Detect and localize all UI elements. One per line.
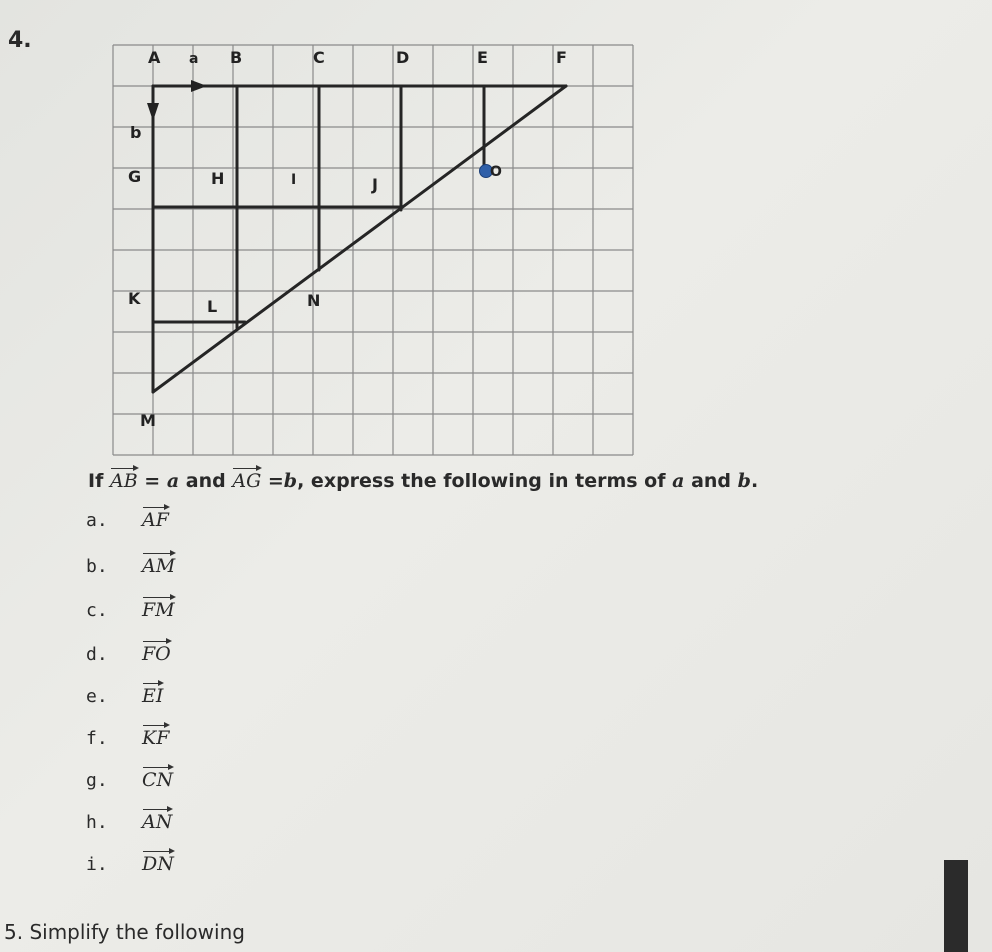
part-letter: b. (86, 556, 108, 577)
vector-AB: AB (110, 466, 138, 492)
part-vector: EI (142, 681, 163, 707)
vector-a-arrowhead (191, 80, 207, 92)
variable-a: a (166, 470, 180, 492)
label-M: M (140, 411, 156, 430)
vector-b-arrowhead (147, 103, 159, 121)
instruction-equals-2: = (267, 470, 284, 492)
label-C: C (313, 48, 325, 67)
instruction-and-2: and (691, 470, 732, 492)
part-vector: AM (142, 551, 175, 577)
label-A: A (148, 48, 161, 67)
part-g (86, 765, 173, 795)
label-N: N (307, 291, 321, 310)
part-letter: h. (86, 812, 108, 833)
vector-grid-diagram (0, 0, 992, 470)
label-E: E (477, 48, 488, 67)
label-K: K (128, 289, 141, 308)
part-h (86, 807, 172, 837)
question-number: 4. (8, 28, 32, 53)
label-H: H (211, 169, 225, 188)
question-instruction (88, 466, 758, 492)
next-question-heading: 5. Simplify the following (4, 920, 245, 944)
variable-b: b (283, 470, 298, 492)
figure-lines (153, 86, 566, 392)
desk-edge-shadow (944, 860, 968, 952)
part-vector: FO (142, 639, 171, 665)
part-f (86, 723, 169, 753)
variable-b-2: b (737, 470, 751, 492)
label-L: L (207, 297, 218, 316)
part-letter: f. (86, 728, 108, 749)
part-letter: g. (86, 770, 108, 791)
instruction-equals-1: = (144, 470, 161, 492)
instruction-end: . (750, 470, 759, 492)
instruction-and-1: and (185, 470, 226, 492)
part-vector: KF (142, 723, 169, 749)
part-vector: CN (142, 765, 173, 791)
label-a: a (189, 51, 199, 67)
part-vector: AN (142, 807, 172, 833)
label-b: b (130, 123, 142, 142)
part-letter: c. (86, 600, 108, 621)
part-c (86, 595, 175, 625)
part-vector: DN (142, 849, 174, 875)
grid-lines (113, 45, 633, 455)
part-letter: i. (86, 854, 108, 875)
vector-AG: AG (232, 466, 261, 492)
part-vector: AF (142, 505, 169, 531)
part-vector: FM (142, 595, 175, 621)
part-b (86, 551, 175, 581)
label-D: D (396, 48, 410, 67)
label-B: B (230, 48, 243, 67)
instruction-if: If (88, 470, 104, 492)
variable-a-2: a (672, 470, 685, 492)
part-a (86, 505, 169, 535)
label-G: G (128, 167, 142, 186)
label-J: J (372, 175, 378, 194)
part-e (86, 681, 163, 711)
label-I: I (291, 172, 297, 188)
part-letter: a. (86, 510, 108, 531)
part-d (86, 639, 171, 669)
part-letter: d. (86, 644, 108, 665)
label-F: F (556, 48, 567, 67)
part-i (86, 849, 174, 879)
part-letter: e. (86, 686, 108, 707)
instruction-rest: , express the following in terms of (297, 470, 666, 492)
label-O: O (490, 164, 502, 180)
